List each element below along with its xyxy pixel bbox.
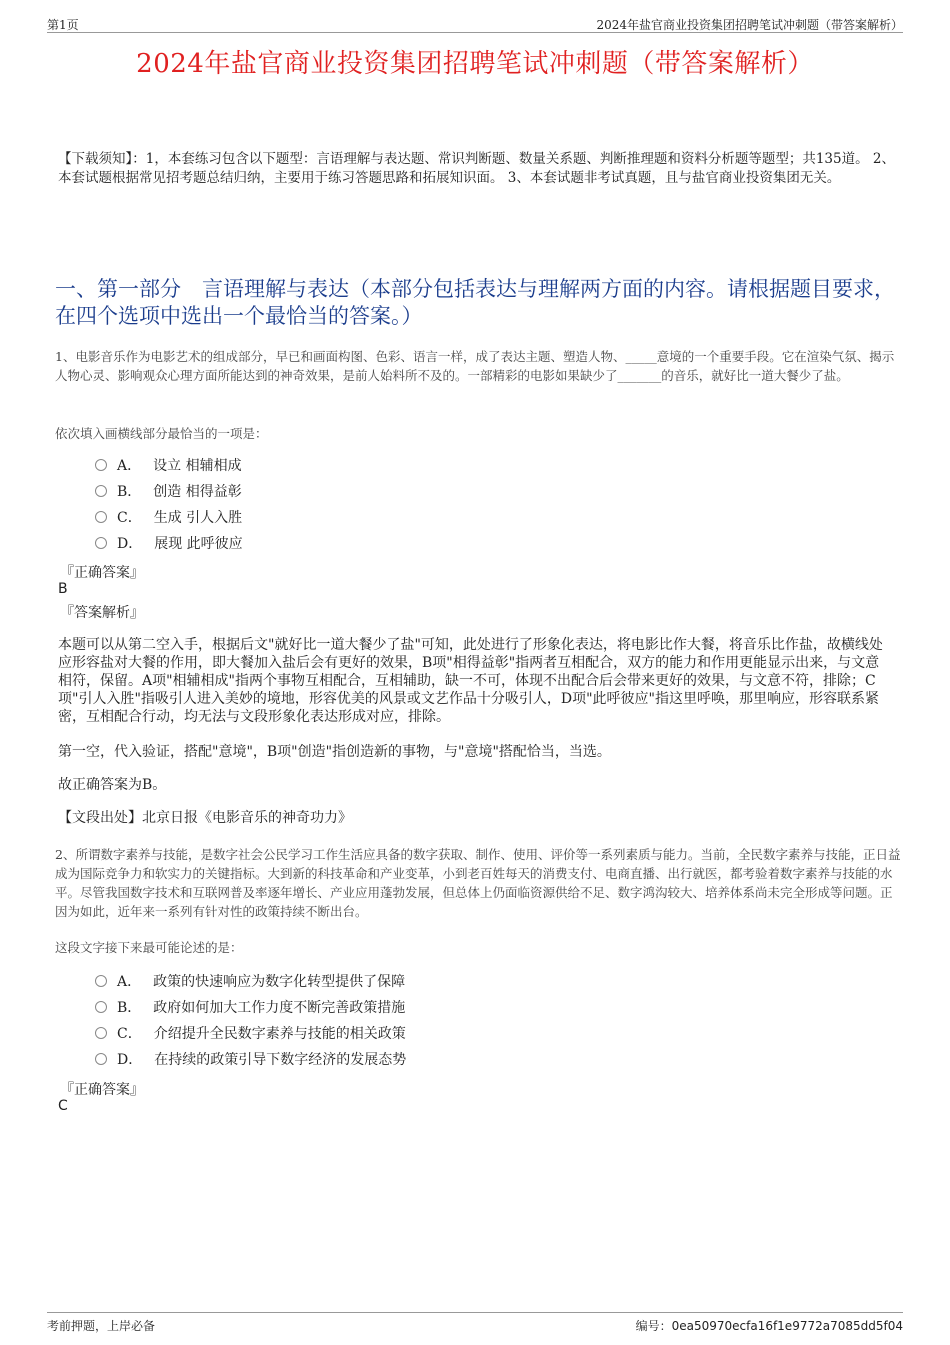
question-1-analysis-paragraph-2: 第一空，代入验证，搭配"意境"，B项"创造"指创造新的事物，与"意境"搭配恰当，当选。 [58, 744, 611, 760]
radio-icon[interactable] [95, 459, 107, 471]
option-text: 生成 引人入胜 [153, 510, 243, 526]
footer-slogan: 考前押题，上岸必备 [47, 1319, 156, 1333]
question-2-stem: 2、所谓数字素养与技能，是数字社会公民学习工作生活应具备的数字获取、制作、使用、评价等一系列素质与能力。当前，全民数字素养与技能，正日益成为国际竞争力和软实力的关键指标。大到新的科技革命和产业变革，小到老百姓每天的消费支付、电商直播、出行就医，都考验着数字素养与技能的水平。尽管我国数字技术和互联网普及率逐年增长、产业应用蓬勃发展，但总体上仍面临资源供给不足、数字鸿沟较大、培养体系尚未完全形成等问题。正因为如此，近年来一系列有针对性的政策持续不断出台。 [55, 847, 901, 919]
option-text: 创造 相得益彰 [153, 484, 242, 500]
section-heading: 一、第一部分 言语理解与表达（本部分包括表达与理解两方面的内容。请根据题目要求，在四个选项中选出一个最恰当的答案。） [55, 277, 895, 328]
question-2-prompt: 这段文字接下来最可能论述的是： [55, 940, 243, 955]
question-2-answer: C [58, 1098, 68, 1114]
option-key: C． [117, 510, 142, 526]
question-1-option-b[interactable] [95, 482, 242, 502]
footer-serial [636, 1317, 903, 1334]
question-2-option-c[interactable] [95, 1024, 406, 1044]
page-number: 第1页 [47, 18, 79, 32]
header-doc-title: 2024年盐官商业投资集团招聘笔试冲刺题（带答案解析） [596, 18, 903, 32]
option-text: 介绍提升全民数字素养与技能的相关政策 [153, 1026, 406, 1042]
question-1-answer: B [58, 581, 68, 597]
option-key: C． [117, 1026, 142, 1042]
question-1-prompt: 依次填入画横线部分最恰当的一项是： [55, 426, 268, 441]
radio-icon[interactable] [95, 1053, 107, 1065]
question-2-option-d[interactable] [95, 1050, 406, 1070]
radio-icon[interactable] [95, 1027, 107, 1039]
option-key: B． [117, 484, 142, 500]
question-1-blank-2: _______ [617, 368, 662, 383]
option-key: B． [117, 1000, 142, 1016]
page-header [47, 14, 903, 33]
document-title: 2024年盐官商业投资集团招聘笔试冲刺题（带答案解析） [136, 49, 814, 79]
option-text: 设立 相辅相成 [153, 458, 242, 474]
question-1-stem-part-b: 意境的一个重要手段。它在渲染气氛、揭示人物心灵、影响观众心理方面所能达到的神奇效果，是前人始料所不及的。一部精彩的电影如果缺少了 [55, 349, 895, 383]
question-1-option-a[interactable] [95, 456, 242, 476]
option-key: D． [117, 536, 143, 552]
option-text: 政府如何加大工作力度不断完善政策措施 [153, 1000, 406, 1016]
question-1-stem-part-c: 的音乐，就好比一道大餐少了盐。 [661, 368, 849, 383]
question-1-stem [55, 347, 902, 385]
radio-icon[interactable] [95, 485, 107, 497]
footer-serial-code: 0ea50970ecfa16f1e9772a7085dd5f04 [671, 1319, 903, 1333]
question-1-stem-part-a: 1、电影音乐作为电影艺术的组成部分，早已和画面构图、色彩、语言一样，成了表达主题、塑造人物、 [55, 349, 626, 364]
radio-icon[interactable] [95, 975, 107, 987]
question-1-option-c[interactable] [95, 508, 242, 528]
footer-serial-label: 编号： [635, 1319, 672, 1333]
page-footer [47, 1312, 903, 1333]
question-1-analysis-paragraph: 本题可以从第二空入手，根据后文"就好比一道大餐少了盐"可知，此处进行了形象化表达，将电影比作大餐，将音乐比作盐，故横线处应形容盐对大餐的作用，即大餐加入盐后会有更好的效果，B项"相得益彰"指两者互相配合，双方的能力和作用更能显示出来，与文意相符，保留。A项"相辅相成"指两个事物互相配合，互相辅助，缺一不可，体现不出配合后会带来更好的效果，与文意不符，排除；C项"引人入胜"指吸引人进入美妙的境地，形容优美的风景或文艺作品十分吸引人，D项"此呼彼应"指这里呼唤，那里响应，形容联系紧密，互相配合行动，均无法与文段形象化表达形成对应，排除。 [58, 637, 883, 725]
question-1-source: 【文段出处】北京日报《电影音乐的神奇功力》 [58, 810, 352, 826]
option-text: 在持续的政策引导下数字经济的发展态势 [154, 1052, 407, 1068]
question-2-option-b[interactable] [95, 998, 405, 1018]
radio-icon[interactable] [95, 511, 107, 523]
question-1-analysis-label: 『答案解析』 [60, 605, 144, 621]
option-key: D． [117, 1052, 143, 1068]
question-1-conclusion: 故正确答案为B。 [58, 777, 167, 793]
radio-icon[interactable] [95, 1001, 107, 1013]
question-2-answer-label: 『正确答案』 [60, 1082, 144, 1098]
question-2-option-a[interactable] [95, 972, 405, 992]
option-text: 展现 此呼彼应 [154, 536, 243, 552]
option-key: A． [117, 458, 142, 474]
question-1-answer-label: 『正确答案』 [60, 565, 144, 581]
question-1-blank-1: _____ [625, 349, 657, 364]
radio-icon[interactable] [95, 537, 107, 549]
option-text: 政策的快速响应为数字化转型提供了保障 [153, 974, 406, 990]
download-notice: 【下载须知】：1，本套练习包含以下题型：言语理解与表达题、常识判断题、数量关系题、判断推理题和资料分析题等题型；共135道。 2、本套试题根据常见招考题总结归纳，主要用于练习答题思路和拓展知识面。 3、本套试题非考试真题，且与盐官商业投资集团无关。 [58, 151, 895, 186]
question-1-option-d[interactable] [95, 534, 243, 554]
option-key: A． [117, 974, 142, 990]
